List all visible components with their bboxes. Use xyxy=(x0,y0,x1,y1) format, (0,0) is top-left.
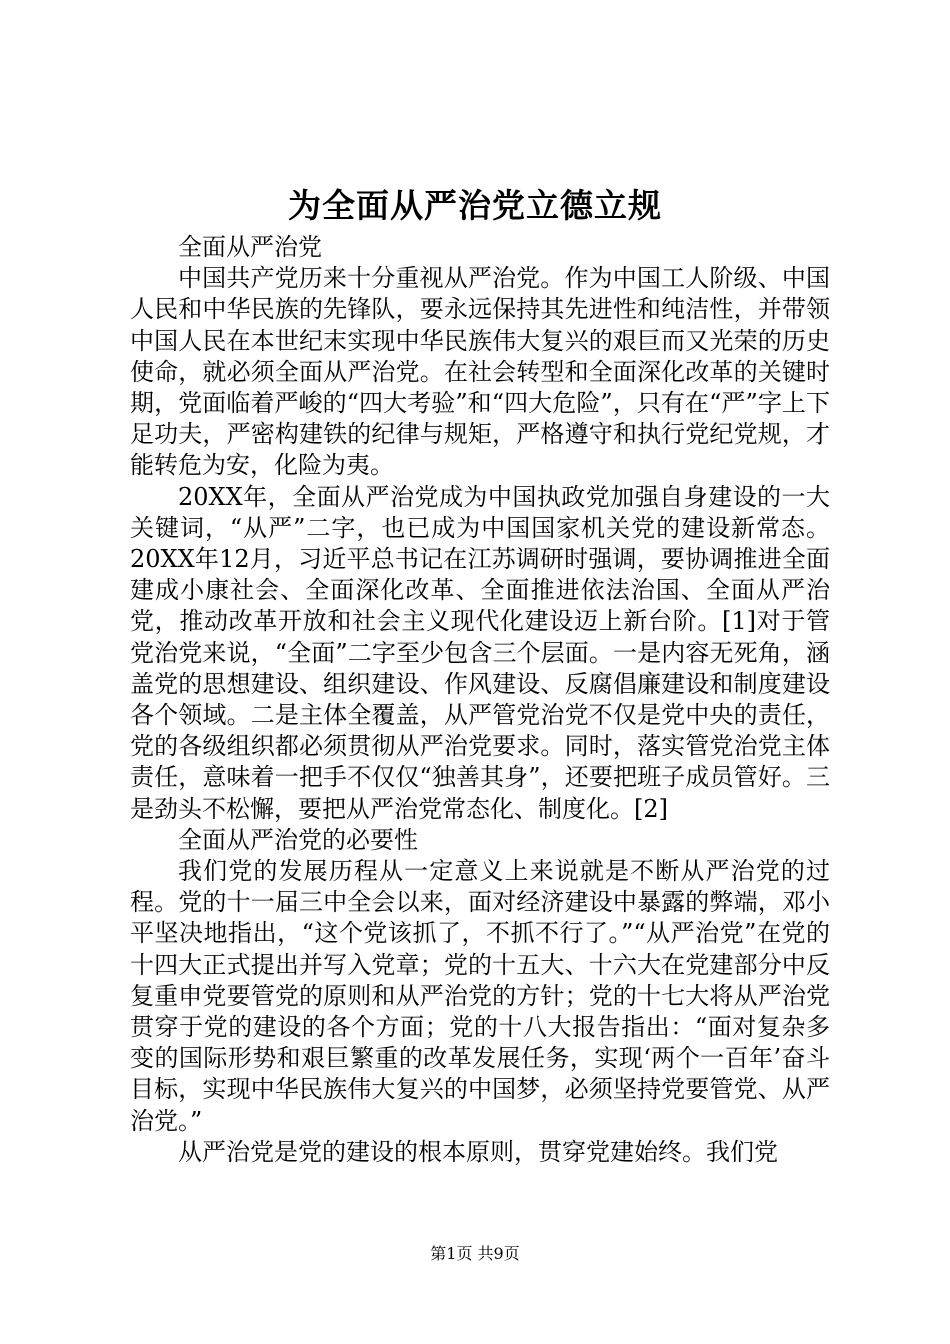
body-paragraph: 从严治党是党的建设的根本原则，贯穿党建始终。我们党 xyxy=(178,1137,778,1166)
body-paragraph: 20XX年，全面从严治党成为中国执政党加强自身建设的一大关键词，“从严”二字，也已成为中国国家机关党的建设新常态。20XX年12月，习近平总书记在江苏调研时强调，要协调推进全面建成小康社会、全面深化改革、全面推进依法治国、全面从严治党，推动改革开放和社会主义现代化建设迈上新台阶。[1]对于管党治党来说，“全面”二字至少包含三个层面。一是内容无死角，涵盖党的思想建设、组织建设、作风建设、反腐倡廉建设和制度建设各个领域。二是主体全覆盖，从严管党治党不仅是党中央的责任，党的各级组织都必须贯彻从严治党要求。同时，落实管党治党主体责任，意味着一把手不仅仅“独善其身”，还要把班子成员管好。三是劲头不松懈，要把从严治党常态化、制度化。[2] xyxy=(130,482,830,823)
document-body xyxy=(130,232,830,1168)
section-heading: 全面从严治党 xyxy=(178,233,322,261)
document-title: 为全面从严治党立德立规 xyxy=(288,186,662,225)
body-paragraph: 我们党的发展历程从一定意义上来说就是不断从严治党的过程。党的十一届三中全会以来，面对经济建设中暴露的弊端，邓小平坚决地指出，“这个党该抓了，不抓不行了。”“从严治党”在党的十四大正式提出并写入党章；党的十五大、十六大在党建部分中反复重申党要管党的原则和从严治党的方针；党的十七大将从严治党贯穿于党的建设的各个方面；党的十八大报告指出：“面对复杂多变的国际形势和艰巨繁重的改革发展任务，实现‘两个一百年’奋斗目标，实现中华民族伟大复兴的中国梦，必须坚持党要管党、从严治党。” xyxy=(130,857,830,1135)
body-paragraph: 中国共产党历来十分重视从严治党。作为中国工人阶级、中国人民和中华民族的先锋队，要永远保持其先进性和纯洁性，并带领中国人民在本世纪末实现中华民族伟大复兴的艰巨而又光荣的历史使命，就必须全面从严治党。在社会转型和全面深化改革的关键时期，党面临着严峻的“四大考验”和“四大危险”，只有在“严”字上下足功夫，严密构建铁的纪律与规矩，严格遵守和执行党纪党规，才能转危为安，化险为夷。 xyxy=(130,264,830,480)
page-number-footer: 第1页 共9页 xyxy=(430,1244,520,1263)
section-heading: 全面从严治党的必要性 xyxy=(178,825,418,854)
